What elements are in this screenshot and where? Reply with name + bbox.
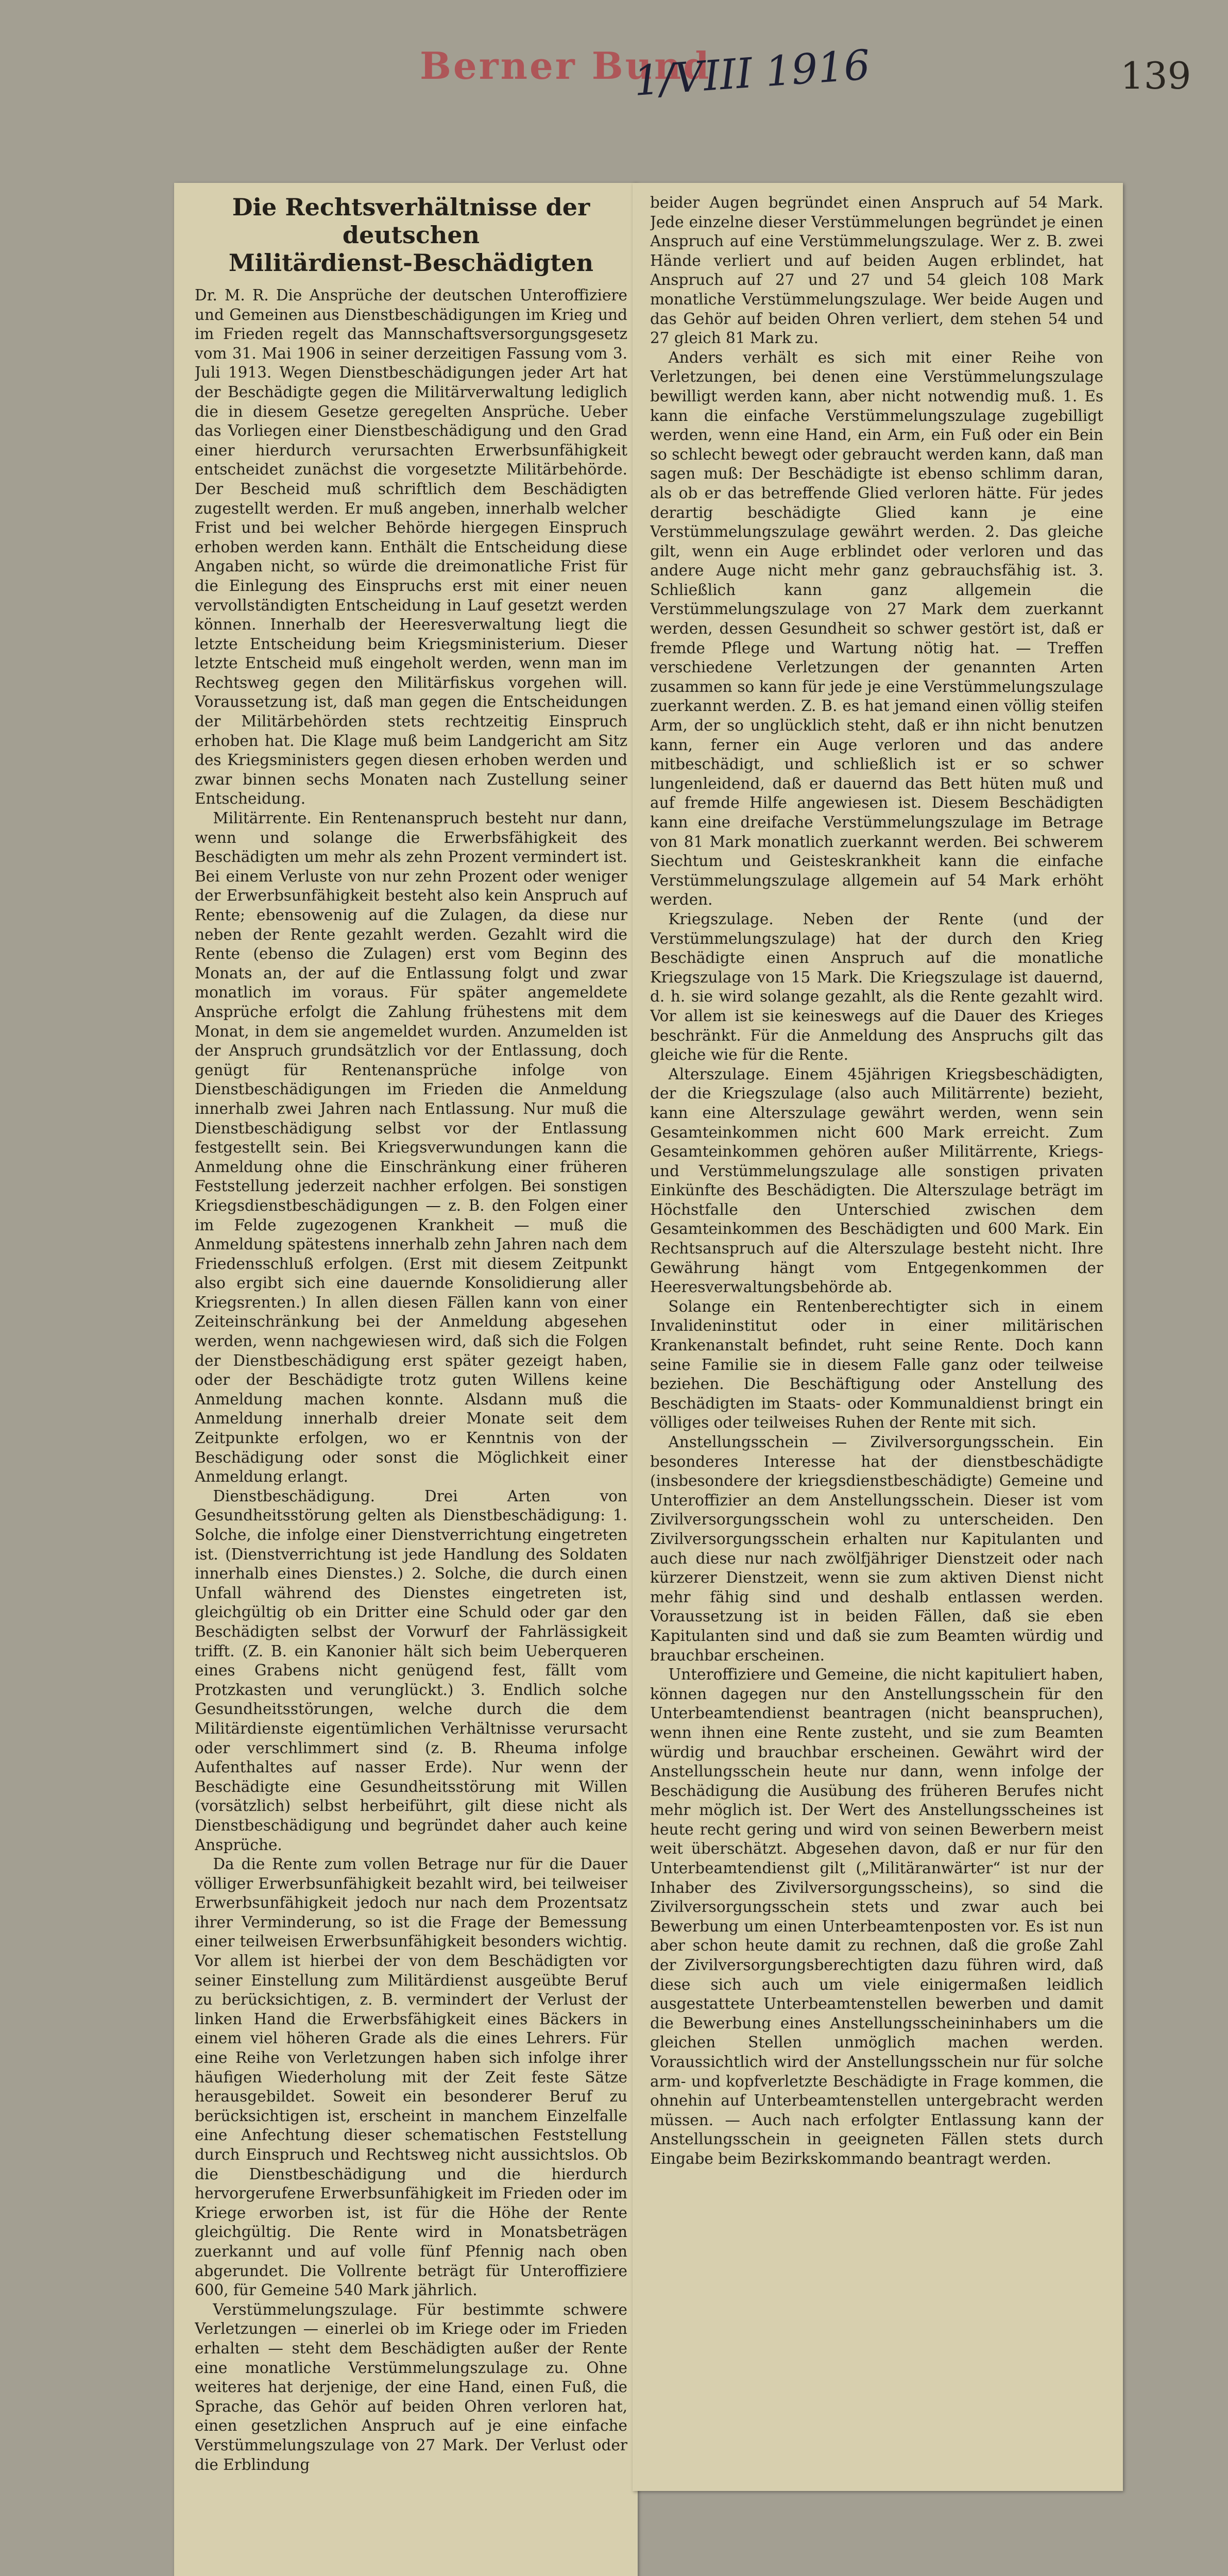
paragraph: beider Augen begründet einen Anspruch auf 54 Mark. Jede einzelne dieser Verstümmelungen begründet je einen Anspruch auf eine Verstümmelungszulage. Wer z. B. zwei Hände verliert und auf beiden Augen erblindet, hat Anspruch auf 27 und 27 und 54 gleich 108 Mark monatliche Verstümmelungszulage. Wer beide Augen und das Gehör auf beiden Ohren verliert, dem stehen 54 und 27 gleich 81 Mark zu. [650,194,1103,347]
article-headline [195,193,627,277]
article-column-left [195,193,627,2576]
headline-line-2: Militärdienst-Beschädigten [228,249,594,277]
paragraph: Militärrente. Ein Rentenanspruch besteht nur dann, wenn und solange die Erwerbsfähigkeit des Beschädigten um mehr als zehn Prozent vermindert ist. Bei einem Verluste von nur zehn Prozent oder weniger der Erwerbsunfähigkeit besteht also kein Anspruch auf Rente; ebensowenig auf die Zulagen, da diese nur neben der Rente gezahlt werden. Gezahlt wird die Rente (ebenso die Zulagen) erst vom Beginn des Monats an, der auf die Entlassung folgt und zwar monatlich im voraus. Für später angemeldete Ansprüche erfolgt die Zahlung frühestens mit dem Monat, in dem sie angemeldet wurden. Anzumelden ist der Anspruch grundsätzlich vor der Entlassung, doch genügt für Rentenansprüche infolge von Dienstbeschädigungen im Frieden die Anmeldung innerhalb zwei Jahren nach Entlassung. Nur muß die Dienstbeschädigung selbst vor der Entlassung festgestellt sein. Bei Kriegsverwundungen kann die Anmeldung ohne die Einschränkung einer früheren Feststellung jederzeit nachher erfolgen. Bei sonstigen Kriegsdienstbeschädigungen — z. B. den Folgen einer im Felde zugezogenen Krankheit — muß die Anmeldung spätestens innerhalb zehn Jahren nach dem Friedensschluß erfolgen. (Erst mit diesem Zeitpunkt also ergibt sich eine dauernde Konsolidierung aller Kriegsrenten.) In allen diesen Fällen kann von einer Zeiteinschränkung bei der Anmeldung abgesehen werden, wenn nachgewiesen wird, daß sich die Folgen der Dienstbeschädigung erst später gezeigt haben, oder der Beschädigte trotz guten Willens keine Anmeldung machen konnte. Alsdann muß die Anmeldung innerhalb dreier Monate seit dem Zeitpunkte erfolgen, wo er Kenntnis von der Beschädigung oder sonst die Möglichkeit einer Anmeldung erlangt. [195,809,627,1486]
paragraph: Unteroffiziere und Gemeine, die nicht kapituliert haben, können dagegen nur den Anstellungsschein für den Unterbeamtendienst beantragen (nicht beanspruchen), wenn ihnen eine Rente zusteht, und sie zum Beamten würdig und brauchbar erscheinen. Gewährt wird der Anstellungsschein heute nur dann, wenn infolge der Beschädigung die Ausübung des früheren Berufes nicht mehr möglich ist. Der Wert des Anstellungsscheines ist heute recht gering und wird von seinen Bewerbern meist weit überschätzt. Abgesehen davon, daß er nur für den Unterbeamtendienst gilt („Militäranwärter“ ist nur der Inhaber des Zivilversorgungsscheins), so sind die Zivilversorgungsschein stets und zwar auch bei Bewerbung um einen Unterbeamtenposten vor. Es ist nun aber schon heute damit zu rechnen, daß die große Zahl der Zivilversorgungsberechtigten dazu führen wird, daß diese sich auch um viele einigermaßen leidlich ausgestattete Unterbeamtenstellen bewerben und damit die Bewerbung eines Anstellungsscheininhabers um die gleichen Stellen unmöglich machen werden. Voraussichtlich wird der Anstellungsschein nur für solche arm- und kopfverletzte Beschädigte in Frage kommen, die ohnehin auf Unterbeamtenstellen untergebracht werden müssen. — Auch nach erfolgter Entlassung kann der Anstellungsschein in geeigneten Fällen stets durch Eingabe beim Bezirkskommando beantragt werden. [650,1666,1103,2167]
paragraph: Verstümmelungszulage. Für bestimmte schwere Verletzungen — einerlei ob im Kriege oder im Frieden erhalten — steht dem Beschädigten außer der Rente eine monatliche Verstümmelungszulage zu. Ohne weiteres hat derjenige, der eine Hand, einen Fuß, die Sprache, das Gehör auf beiden Ohren verloren hat, einen gesetzlichen Anspruch auf je eine einfache Verstümmelungszulage von 27 Mark. Der Verlust oder die Erblindung [195,2300,627,2473]
newspaper-stamp: Berner Bund [420,44,711,88]
paragraph: Dienstbeschädigung. Drei Arten von Gesundheitsstörung gelten als Dienstbeschädigung: 1. Solche, die infolge einer Dienstverrichtung eingetreten ist. (Dienstverrichtung ist jede Handlung des Soldaten innerhalb eines Dienstes.) 2. Solche, die durch einen Unfall während des Dienstes eingetreten ist, gleichgültig ob ein Dritter eine Schuld oder gar den Beschädigten selbst der Vorwurf der Fahrlässigkeit trifft. (Z. B. ein Kanonier hält sich beim Ueberqueren eines Grabens nicht genügend fest, fällt vom Protzkasten und verunglückt.) 3. Endlich solche Gesundheitsstörungen, welche durch die dem Militärdienste eigentümlichen Verhältnisse verursacht oder verschlimmert sind (z. B. Rheuma infolge Aufenthaltes auf nasser Erde). Nur wenn der Beschädigte eine Gesundheitsstörung mit Willen (vorsätzlich) selbst herbeiführt, gilt diese nicht als Dienstbeschädigung und begründet daher auch keine Ansprüche. [195,1487,627,1854]
paragraph: Anstellungsschein — Zivilversorgungsschein. Ein besonderes Interesse hat der dienstbeschädigte (insbesondere der kriegsdienstbeschädigte) Gemeine und Unteroffizier an dem Anstellungsschein. Dieser ist vom Zivilversorgungsschein wohl zu unterscheiden. Den Zivilversorgungsschein erhalten nur Kapitulanten und auch diese nur nach zwölfjähriger Dienstzeit oder nach kürzerer Dienstzeit, wenn sie zum aktiven Dienst nicht mehr fähig sind und deshalb entlassen werden. Voraussetzung ist in beiden Fällen, daß sie eben Kapitulanten sind und daß sie zum Beamten würdig und brauchbar erscheinen. [650,1433,1103,1664]
paragraph: Solange ein Rentenberechtigter sich in einem Invalideninstitut oder in einer militärischen Krankenanstalt befindet, ruht seine Rente. Doch kann seine Familie sie in diesem Falle ganz oder teilweise beziehen. Die Beschäftigung oder Anstellung des Beschädigten im Staats- oder Kommunaldienst bringt ein völliges oder teilweises Ruhen der Rente mit sich. [650,1297,1103,1432]
paragraph: Kriegszulage. Neben der Rente (und der Verstümmelungszulage) hat der durch den Krieg Beschädigte einen Anspruch auf die monatliche Kriegszulage von 15 Mark. Die Kriegszulage ist dauernd, d. h. sie wird solange gezahlt, als die Rente gezahlt wird. Vor allem ist sie keineswegs auf die Dauer des Krieges beschränkt. Für die Anmeldung des Anspruchs gilt das gleiche wie für die Rente. [650,910,1103,1064]
paragraph: Alterszulage. Einem 45jährigen Kriegsbeschädigten, der die Kriegszulage (also auch Militärrente) bezieht, kann eine Alterszulage gewährt werden, wenn sein Gesamteinkommen nicht 600 Mark erreicht. Zum Gesamteinkommen gehören außer Militärrente, Kriegs- und Verstümmelungszulage alle sonstigen privaten Einkünfte des Beschädigten. Die Alterszulage beträgt im Höchstfalle den Unterschied zwischen dem Gesamteinkommen des Beschädigten und 600 Mark. Ein Rechtsanspruch auf die Alterszulage besteht nicht. Ihre Gewährung hängt vom Entgegenkommen der Heeresverwaltungsbehörde ab. [650,1065,1103,1296]
paragraph: Dr. M. R. Die Ansprüche der deutschen Unteroffiziere und Gemeinen aus Dienstbeschädigungen im Krieg und im Frieden regelt das Mannschaftsversorgungsgesetz vom 31. Mai 1906 in seiner derzeitigen Fassung vom 3. Juli 1913. Wegen Dienstbeschädigungen jeder Art hat der Beschädigte gegen die Militärverwaltung lediglich die in diesem Gesetze geregelten Ansprüche. Ueber das Vorliegen einer Dienstbeschädigung und den Grad einer hierdurch verursachten Erwerbsunfähigkeit entscheidet zunächst die vorgesetzte Militärbehörde. Der Bescheid muß schriftlich dem Beschädigten zugestellt werden. Er muß angeben, innerhalb welcher Frist und bei welcher Behörde hiergegen Einspruch erhoben werden kann. Enthält die Entscheidung diese Angaben nicht, so würde die dreimonatliche Frist für die Einlegung des Einspruchs erst mit einer neuen vervollständigten Entscheidung in Lauf gesetzt werden können. Innerhalb der Heeresverwaltung liegt die letzte Entscheidung beim Kriegsministerium. Dieser letzte Entscheid muß eingeholt werden, wenn man im Rechtsweg gegen den Militärfiskus vorgehen will. Voraussetzung ist, daß man gegen die Entscheidungen der Militärbehörden stets rechtzeitig Einspruch erhoben hat. Die Klage muß beim Landgericht am Sitz des Kriegsministers gegen diesen erhoben werden und zwar binnen sechs Monaten nach Zustellung seiner Entscheidung. [195,286,627,808]
page-number: 139 [1120,54,1191,97]
paragraph: Anders verhält es sich mit einer Reihe von Verletzungen, bei denen eine Verstümmelungszulage bewilligt werden kann, aber nicht notwendig muß. 1. Es kann die einfache Verstümmelungszulage zugebilligt werden, wenn eine Hand, ein Arm, ein Fuß oder ein Bein so schlecht bewegt oder gebraucht werden kann, daß man sagen muß: Der Beschädigte ist ebenso schlimm daran, als ob er das betreffende Glied verloren hätte. Für jedes derartig beschädigte Glied kann je eine Verstümmelungszulage gewährt werden. 2. Das gleiche gilt, wenn ein Auge erblindet oder verloren und das andere Auge nicht mehr ganz gebrauchsfähig ist. 3. Schließlich kann ganz allgemein die Verstümmelungszulage von 27 Mark dem zuerkannt werden, dessen Gesundheit so schwer gestört ist, daß er fremde Pflege und Wartung nötig hat. — Treffen verschiedene Verletzungen der genannten Arten zusammen so kann für jede je eine Verstümmelungszulage zuerkannt werden. Z. B. es hat jemand einen völlig steifen Arm, der so unglücklich steht, daß er ihn nicht benutzen kann, ferner ein Auge verloren und das andere mitbeschädigt, und schließlich ist er so schwer lungenleidend, daß er dauernd das Bett hüten muß und auf fremde Hilfe angewiesen ist. Diesem Beschädigten kann eine dreifache Verstümmelungszulage im Betrage von 81 Mark monatlich zuerkannt werden. Bei schwerem Siechtum und Geisteskrankheit kann die einfache Verstümmelungszulage allgemein auf 54 Mark erhöht werden. [650,348,1103,909]
article-column-right [650,193,1103,2481]
paragraph: Da die Rente zum vollen Betrage nur für die Dauer völliger Erwerbsunfähigkeit bezahlt wird, bei teilweiser Erwerbsunfähigkeit jedoch nur nach dem Prozentsatz ihrer Verminderung, so ist die Frage der Bemessung einer teilweisen Erwerbsunfähigkeit besonders wichtig. Vor allem ist hierbei der von dem Beschädigten vor seiner Einstellung zum Militärdienst ausgeübte Beruf zu berücksichtigen, z. B. vermindert der Verlust der linken Hand die Erwerbsfähigkeit eines Bäckers in einem viel höheren Grade als die eines Lehrers. Für eine Reihe von Verletzungen haben sich infolge ihrer häufigen Wiederholung mit der Zeit feste Sätze herausgebildet. Soweit ein besonderer Beruf zu berücksichtigen ist, erscheint in manchem Einzelfalle eine Anfechtung dieser schematischen Feststellung durch Einspruch und Rechtsweg nicht aussichtslos. Ob die Dienstbeschädigung und die hierdurch hervorgerufene Erwerbsunfähigkeit im Frieden oder im Kriege erworben ist, ist für die Höhe der Rente gleichgültig. Die Rente wird in Monatsbeträgen zuerkannt und auf volle fünf Pfennig nach oben abgerundet. Die Vollrente beträgt für Unteroffiziere 600, für Gemeine 540 Mark jährlich. [195,1855,627,2299]
handwritten-date: 1/VIII 1916 [632,41,872,105]
headline-line-1: Die Rechtsverhältnisse der deutschen [232,193,590,249]
